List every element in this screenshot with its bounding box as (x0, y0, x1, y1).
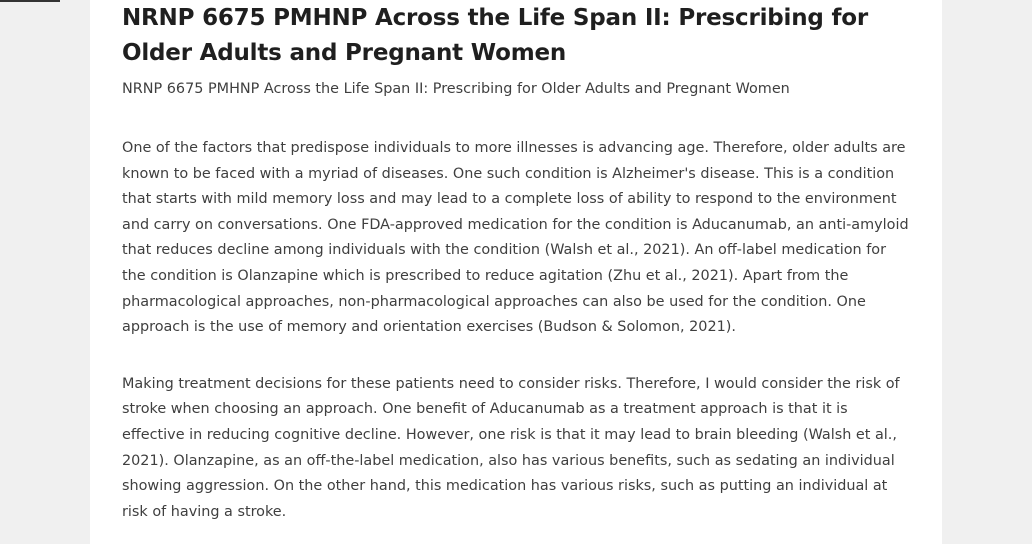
paragraph-2: Making treatment decisions for these patients need to consider risks. Therefore, I would consider the risk of stroke when choosing an approach. One benefit of Aducanumab as a treatment approach is that it is effective in reducing cognitive decline. However, one risk is that it may lead to brain bleeding (Walsh et al., 2021). Olanzapine, as an off-the-label medication, also has various benefits, such as sedating an individual showing aggression. On the other hand, this medication has various risks, such as putting an individual at risk of having a stroke. (122, 375, 900, 520)
article-card (90, 0, 942, 544)
page-title: NRNP 6675 PMHNP Across the Life Span II: Prescribing for Older Adults and Pregnant Women (122, 5, 869, 66)
article-subtitle: NRNP 6675 PMHNP Across the Life Span II: Prescribing for Older Adults and Pregnant Women (122, 81, 790, 97)
paragraph-1: One of the factors that predispose individuals to more illnesses is advancing age. Therefore, older adults are known to be faced with a myriad of diseases. One such condition is Alzheimer's disease. This is a condition that starts with mild memory loss and may lead to a complete loss of ability to respond to the environment and carry on conversations. One FDA-approved medication for the condition is Aducanumab, an anti-amyloid that reduces decline among individuals with the condition (Walsh et al., 2021). An off-label medication for the condition is Olanzapine which is prescribed to reduce agitation (Zhu et al., 2021). Apart from the pharmacological approaches, non-pharmacological approaches can also be used for the condition. One approach is the use of memory and orientation exercises (Budson & Solomon, 2021). (122, 140, 909, 336)
top-accent-bar (0, 0, 60, 2)
